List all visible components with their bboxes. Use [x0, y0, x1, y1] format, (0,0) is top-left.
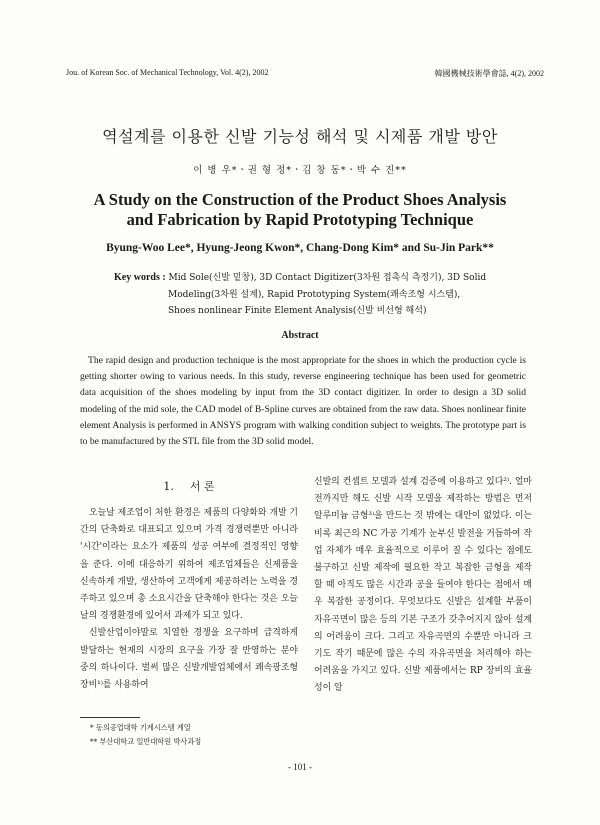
- intro-paragraph-2-text: 신발산업이야말로 치열한 경쟁을 요구하며 급격하게 발달하는 현재의 시장의 요구을 가장 잘 반영하는 분야 중의 하나이다. 벌써 많은 신발개발업체에서 쾌속광조형장비¹⁾를 사용하여: [80, 628, 298, 691]
- footnote-affiliation-2: ** 부산대학교 일반대학원 박사과정: [90, 737, 202, 746]
- journal-header-ko: 韓國機械技術學會誌, 4(2), 2002: [434, 69, 544, 78]
- keywords-block: [114, 270, 534, 320]
- section-title: 서 론: [189, 480, 215, 493]
- paper-title-korean: 역설계를 이용한 신발 기능성 해석 및 시제품 개발 방안: [102, 127, 498, 146]
- section-heading-introduction: [80, 478, 298, 494]
- keywords-line3: Shoes nonlinear Finite Element Analysis(신발 비선형 해석): [168, 306, 427, 316]
- footnote-divider: [80, 717, 140, 718]
- journal-header-en: Jou. of Korean Soc. of Mechanical Technology, Vol. 4(2), 2002: [66, 68, 269, 77]
- title-en-line2: and Fabrication by Rapid Prototyping Technique: [126, 210, 474, 229]
- footnote-affiliation-1: * 동의공업대학 기계시스템 계열: [90, 723, 191, 732]
- abstract-text: The rapid design and production technique is the most appropriate for the shoes in which the production cycle is getting shorter owing to various needs. In this study, reverse engineering technique has been used for geometric data acquisition of the shoes modeling by input from the 3D contact digitizer. In order to design a 3D solid modeling of the mid sole, the CAD model of B-Spline curves are obtained from the raw data. Shoes nonlinear finite element Analysis is performed in ANSYS program with walking condition subject to weights. The prototype part is to be manufactured by the STL file from the 3D solid model.: [80, 355, 526, 448]
- authors-korean: 이 병 우*ㆍ권 형 정*ㆍ김 창 동*ㆍ박 수 진**: [193, 165, 407, 176]
- abstract-heading: Abstract: [281, 330, 319, 341]
- page-number: - 101 -: [288, 762, 312, 772]
- intro-paragraph-1-text: 오늘날 제조업이 처한 환경은 제품의 다양화와 개발 기간의 단축화로 대표되고 있으며 가격 경쟁력뿐만 아니라 '시간'이라는 요소가 제품의 성공 여부에 결정적인 영향을 준다. 이에 대응하기 위하여 제조업체들은 신제품을 신속하게 개발, 생산하여 고객에게 제공하려는 노력을 경주하고 있으며 총 소요시간을 단축해야 한다는 것은 오늘날의 경쟁환경에 있어서 과제가 되고 있다.: [80, 508, 298, 622]
- authors-english: Byung-Woo Lee*, Hyung-Jeong Kwon*, Chang-Dong Kim* and Su-Jin Park**: [106, 242, 494, 254]
- left-column-body: [80, 505, 298, 694]
- keywords-line1: Mid Sole(신발 밑창), 3D Contact Digitizer(3차원 접촉식 측정기), 3D Solid: [168, 273, 487, 283]
- intro-paragraph-2: [80, 625, 298, 694]
- keywords-label: Key words :: [114, 272, 166, 283]
- keywords-line2: Modeling(3차원 설계), Rapid Prototyping System(쾌속조형 시스템),: [168, 289, 461, 300]
- right-column-body: 신발의 컨셉트 모델과 설계 검증에 이용하고 있다²⁾. 얼마 전까지만 해도 신발 시작 모델을 제작하는 방법은 먼저 알루미늄 금형³⁾을 만드는 것 밖에는 대안이 없었다. 이는 비록 최근의 NC 가공 기계가 눈부신 발전을 거듭하여 작업 자체가 매우 효율적으로 이루어 질 수 있다는 점에도 불구하고 신발 제작에 필요한 작고 복잡한 금형을 제작 할 때 아직도 많은 시간과 공을 들여야 한다는 점에서 매우 복잡한 공정이다. 무엇보다도 신발은 설계할 부품이 자유곡면이 많은 등의 기본 구조가 갖추어지지 않아 설계의 어려움이 크다. 그리고 자유곡면의 수뿐만 아니라 크기도 작기 때문에 많은 수의 자유곡면을 처리해야 하는 어려움을 가지고 있다. 신발 제품에서는 RP 장비의 효율성이 알: [314, 477, 532, 694]
- intro-paragraph-1: [80, 505, 298, 625]
- paper-title-english: [0, 190, 600, 230]
- section-number: 1.: [163, 480, 174, 493]
- title-en-line1: A Study on the Construction of the Product Shoes Analysis: [93, 190, 507, 209]
